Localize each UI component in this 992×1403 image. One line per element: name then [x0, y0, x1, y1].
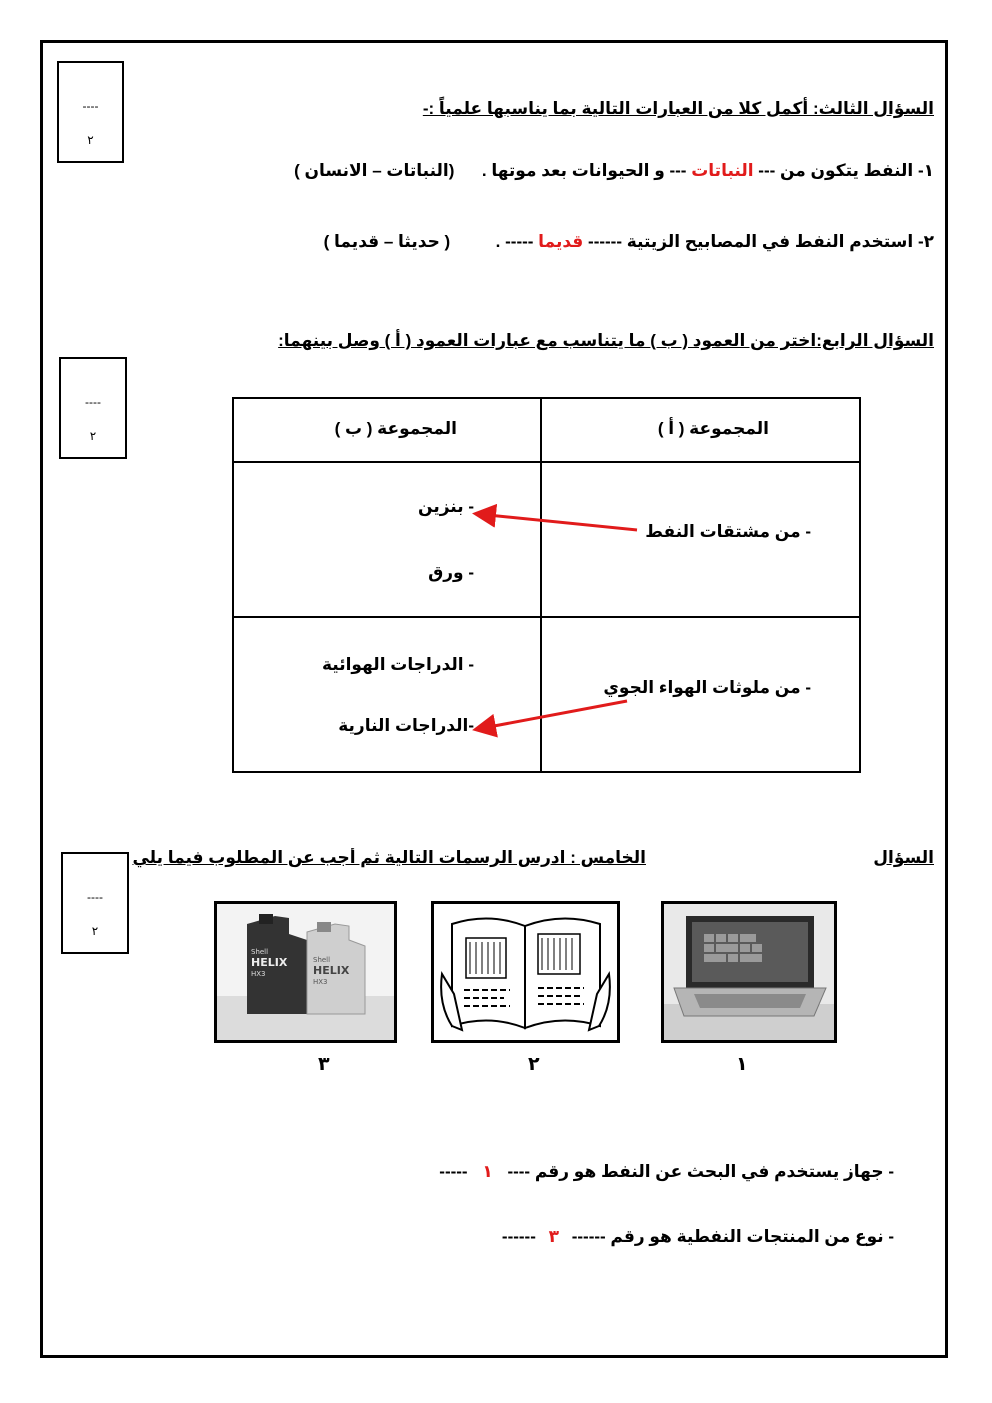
grade-mark: ٢ — [89, 428, 97, 443]
q3-item-2 — [324, 232, 934, 252]
row1-option-1[interactable]: - بنزين — [418, 497, 474, 516]
grade-dash: ---- — [85, 395, 101, 410]
q5-title-right: السؤال — [873, 848, 934, 867]
q3-item-2-text-after: ----- . — [495, 232, 534, 251]
q4-title: السؤال الرابع:اختر من العمود ( ب ) ما يتناسب مع عبارات العمود ( أ ) وصل بينهما: — [278, 331, 934, 350]
q5-question-2-after: ------ — [501, 1227, 536, 1246]
row2-option-1[interactable]: - الدراجات الهوائية — [321, 655, 474, 674]
q5-question-2-answer: ٣ — [548, 1227, 559, 1246]
q3-item-1-text: ١- النفط يتكون من --- — [758, 161, 934, 180]
q3-item-2-answer: قديما — [538, 232, 584, 251]
bottle-model-2: HX3 — [313, 978, 328, 986]
header-group-b: المجموعة ( ب ) — [334, 419, 457, 438]
q3-item-1 — [294, 161, 934, 181]
row2-group-a: - من ملوثات الهواء الجوي — [603, 678, 811, 697]
oil-bottles-icon — [217, 904, 394, 1040]
book-icon — [434, 904, 617, 1040]
grade-mark: ٢ — [91, 923, 99, 938]
image-number-3: ٣ — [318, 1054, 330, 1075]
table-divider-header — [234, 461, 859, 463]
q5-question-2 — [502, 1227, 894, 1247]
q5-question-1-text: - جهاز يستخدم في البحث عن النفط هو رقم ---- — [507, 1162, 894, 1181]
q3-item-1-text-after: --- و الحيوانات بعد موتها . — [481, 161, 687, 180]
header-group-a: المجموعة ( أ ) — [657, 419, 769, 438]
q5-question-1-after: ----- — [439, 1162, 468, 1181]
grade-box-q5 — [61, 852, 129, 954]
row1-group-a: - من مشتقات النفط — [645, 522, 811, 541]
q3-item-1-answer: النباتات — [691, 161, 754, 180]
bottle-brand: Shell — [251, 948, 269, 956]
image-3 — [214, 901, 397, 1043]
image-1 — [661, 901, 837, 1043]
grade-box-q3 — [57, 61, 124, 163]
q3-item-1-options: (النباتات – الانسان ) — [294, 161, 455, 180]
image-number-1: ١ — [736, 1054, 748, 1075]
q3-item-2-options: ( حديثا – قديما ) — [323, 232, 451, 251]
q5-question-1 — [439, 1162, 894, 1182]
bottle-brand-2: Shell — [313, 956, 331, 964]
table-divider-vertical — [540, 399, 542, 771]
q5-title-rest: الخامس : ادرس الرسمات التالية ثم أجب عن المطلوب فيما يلي — [132, 848, 646, 867]
laptop-icon — [664, 904, 834, 1040]
bottle-product-2: HELIX — [313, 964, 350, 977]
image-2 — [431, 901, 620, 1043]
bottle-model: HX3 — [251, 970, 266, 978]
matching-table — [232, 397, 861, 773]
grade-box-q4 — [59, 357, 127, 459]
q5-question-2-text: - نوع من المنتجات النفطية هو رقم ------ — [571, 1227, 894, 1246]
q5-question-1-answer: ١ — [482, 1162, 493, 1181]
table-divider-row — [234, 616, 859, 618]
grade-mark: ٢ — [87, 132, 94, 147]
bottle-product: HELIX — [251, 956, 288, 969]
grade-dash: ---- — [82, 99, 99, 114]
image-number-2: ٢ — [528, 1054, 540, 1075]
row1-option-2[interactable]: - ورق — [428, 563, 474, 582]
q3-title: السؤال الثالث: أكمل كلا من العبارات التالية بما يناسبها علمياً :- — [422, 99, 934, 118]
grade-dash: ---- — [87, 890, 103, 905]
q3-item-2-text: ٢- استخدم النفط في المصابيح الزيتية ------ — [588, 232, 934, 251]
row2-option-2[interactable]: -الدراجات النارية — [338, 716, 474, 735]
